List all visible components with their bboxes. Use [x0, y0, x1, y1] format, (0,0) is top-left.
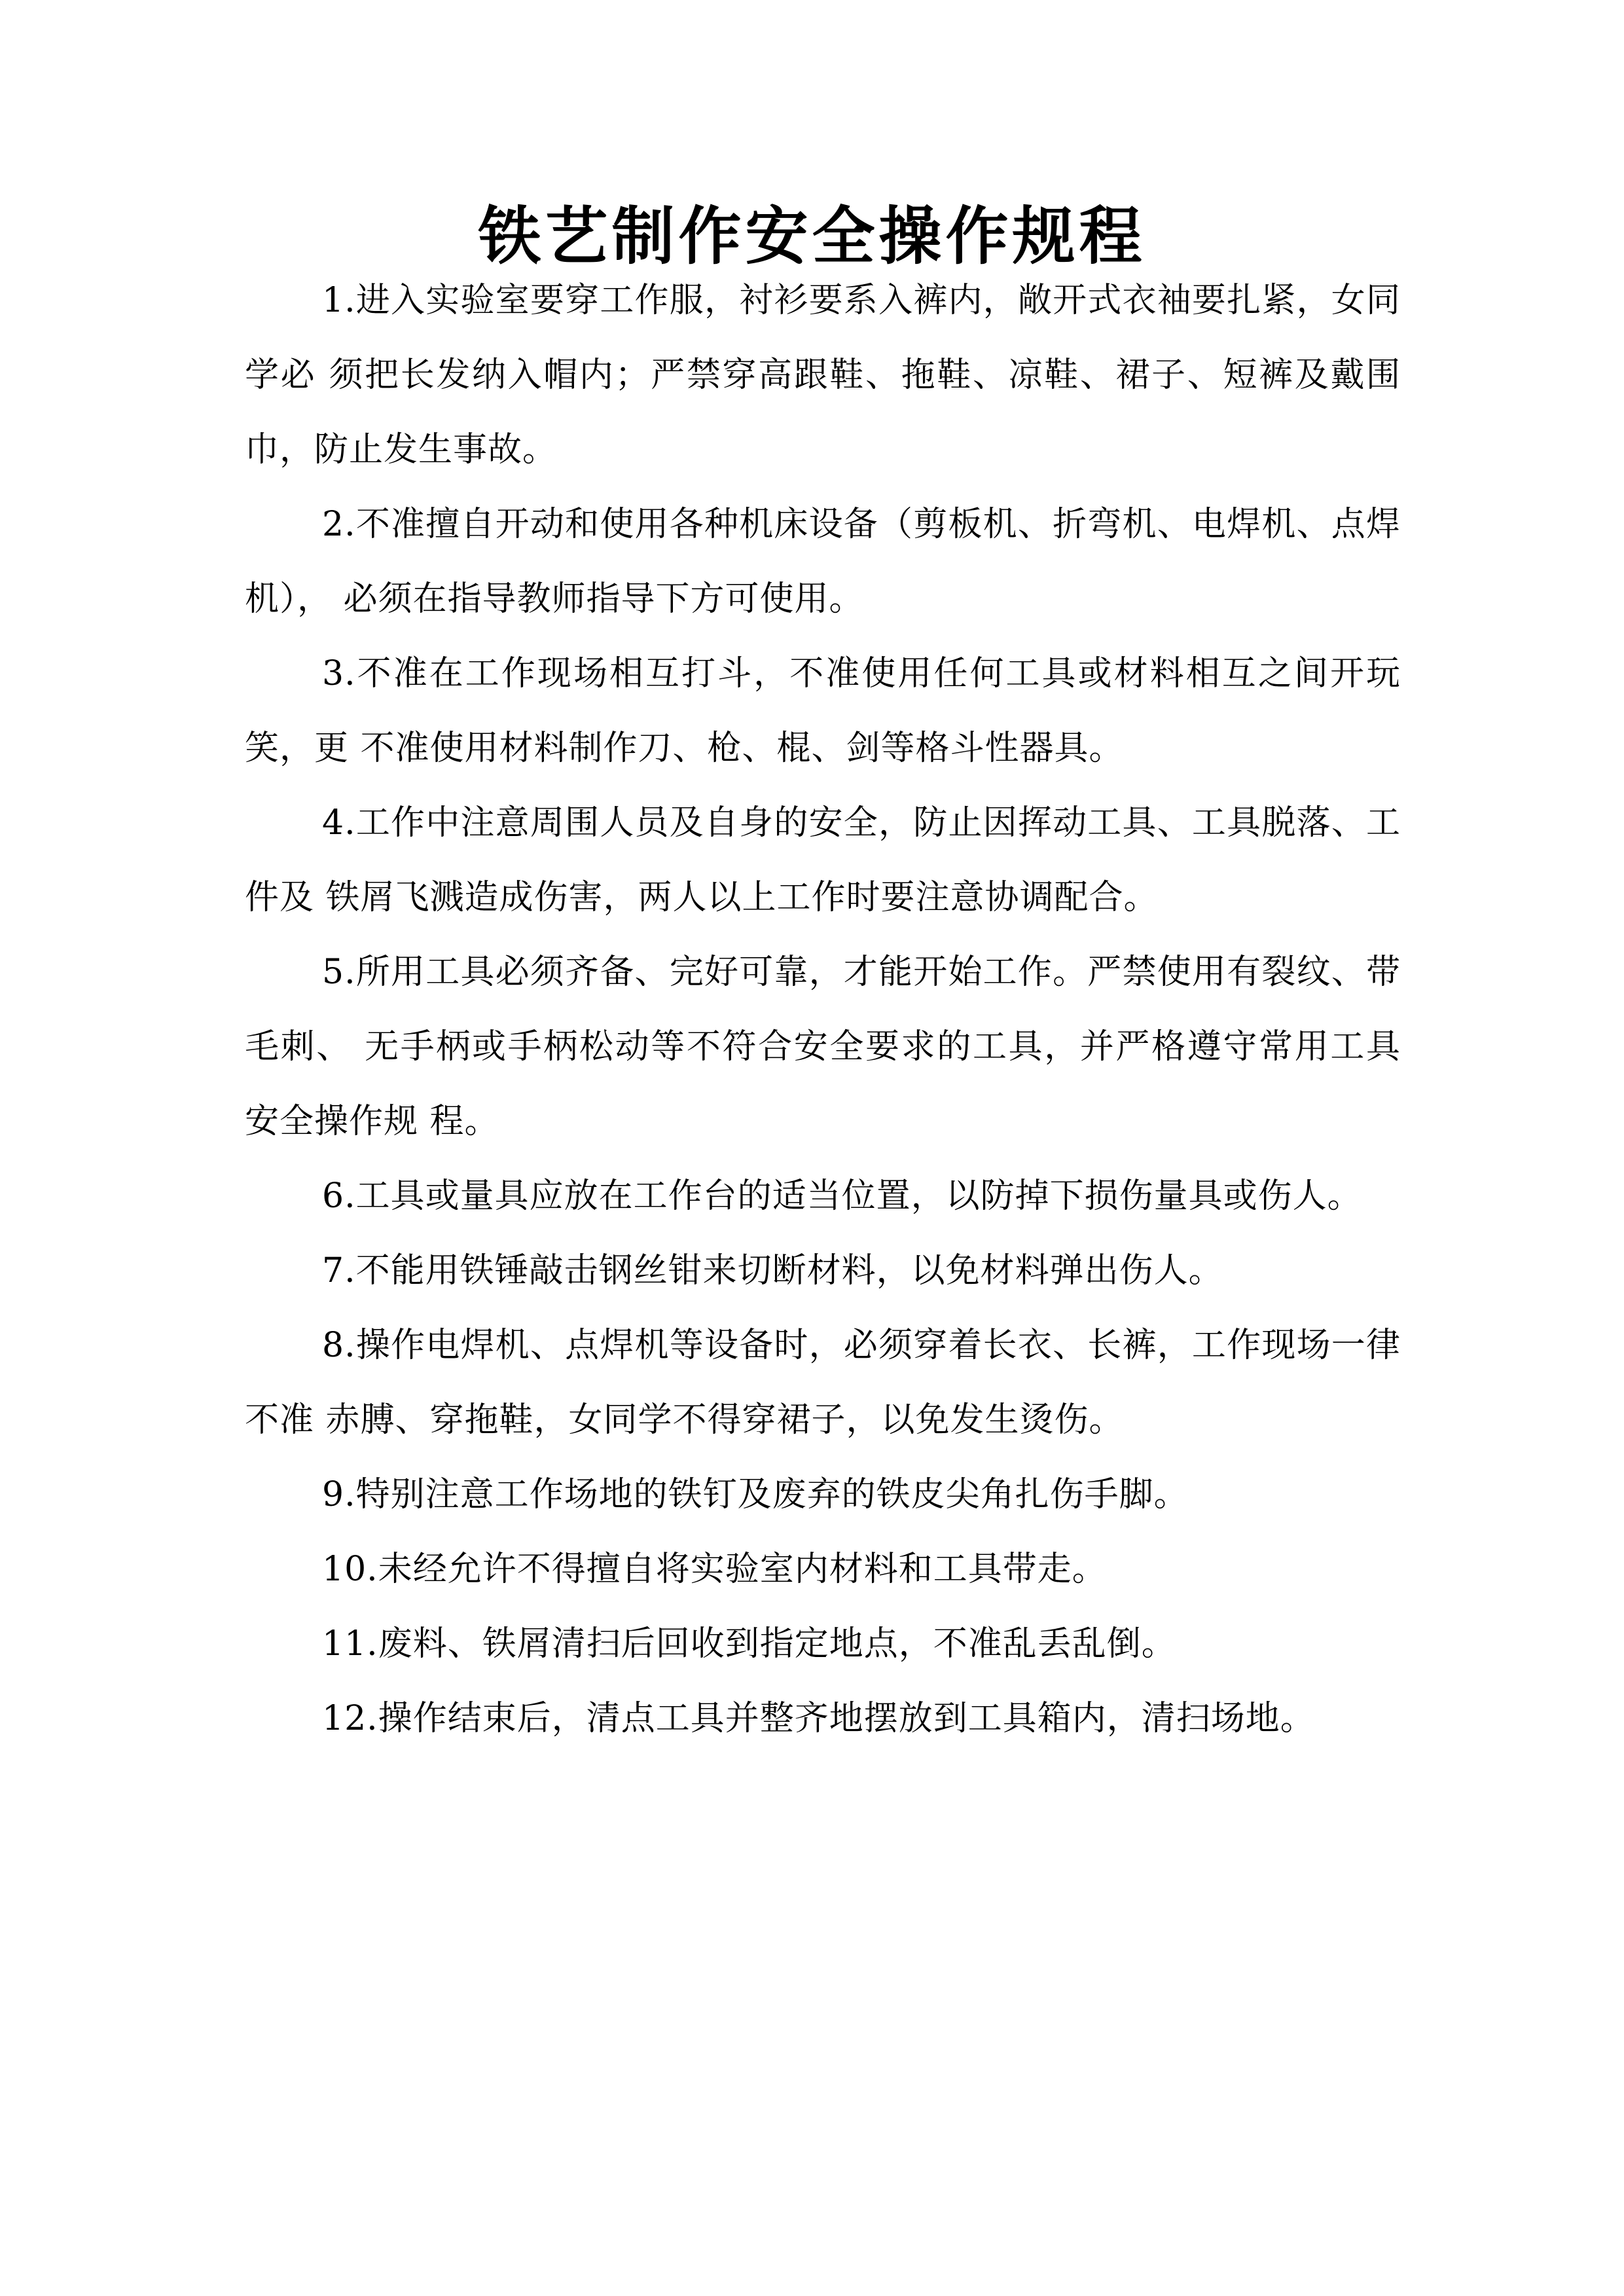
rule-item-3: 3.不准在工作现场相互打斗，不准使用任何工具或材料相互之间开玩笑，更 不准使用材料制作刀、枪、棍、剑等格斗性器具。 — [245, 654, 1401, 768]
page-title: 铁艺制作安全操作规程 — [478, 199, 1146, 274]
rules-list — [245, 263, 1401, 1756]
rule-item-8: 8.操作电焊机、点焊机等设备时，必须穿着长衣、长裤，工作现场一律不准 赤膊、穿拖鞋，女同学不得穿裙子，以免发生烫伤。 — [245, 1326, 1401, 1440]
rule-item-6: 6.工具或量具应放在工作台的适当位置，以防掉下损伤量具或伤人。 — [322, 1176, 1362, 1216]
rule-item-4: 4.工作中注意周围人员及自身的安全，防止因挥动工具、工具脱落、工件及 铁屑飞溅造成伤害，两人以上工作时要注意协调配合。 — [245, 803, 1401, 917]
rule-item-9: 9.特别注意工作场地的铁钉及废弃的铁皮尖角扎伤手脚。 — [322, 1475, 1189, 1514]
rule-item-2: 2.不准擅自开动和使用各种机床设备（剪板机、折弯机、电焊机、点焊机）， 必须在指导教师指导下方可使用。 — [245, 505, 1401, 619]
rule-item-7: 7.不能用铁锤敲击钢丝钳来切断材料，以免材料弹出伤人。 — [322, 1251, 1223, 1290]
rule-item-5: 5.所用工具必须齐备、完好可靠，才能开始工作。严禁使用有裂纹、带毛刺、 无手柄或手柄松动等不符合安全要求的工具，并严格遵守常用工具安全操作规 程。 — [245, 953, 1401, 1141]
rule-item-10: 10.未经允许不得擅自将实验室内材料和工具带走。 — [322, 1550, 1107, 1589]
rule-item-11: 11.废料、铁屑清扫后回收到指定地点，不准乱丢乱倒。 — [322, 1624, 1176, 1664]
rule-item-1: 1.进入实验室要穿工作服，衬衫要系入裤内，敞开式衣袖要扎紧，女同学必 须把长发纳入帽内；严禁穿高跟鞋、拖鞋、凉鞋、裙子、短裤及戴围巾，防止发生事故。 — [245, 281, 1401, 469]
rule-item-12: 12.操作结束后，清点工具并整齐地摆放到工具箱内，清扫场地。 — [322, 1699, 1315, 1738]
